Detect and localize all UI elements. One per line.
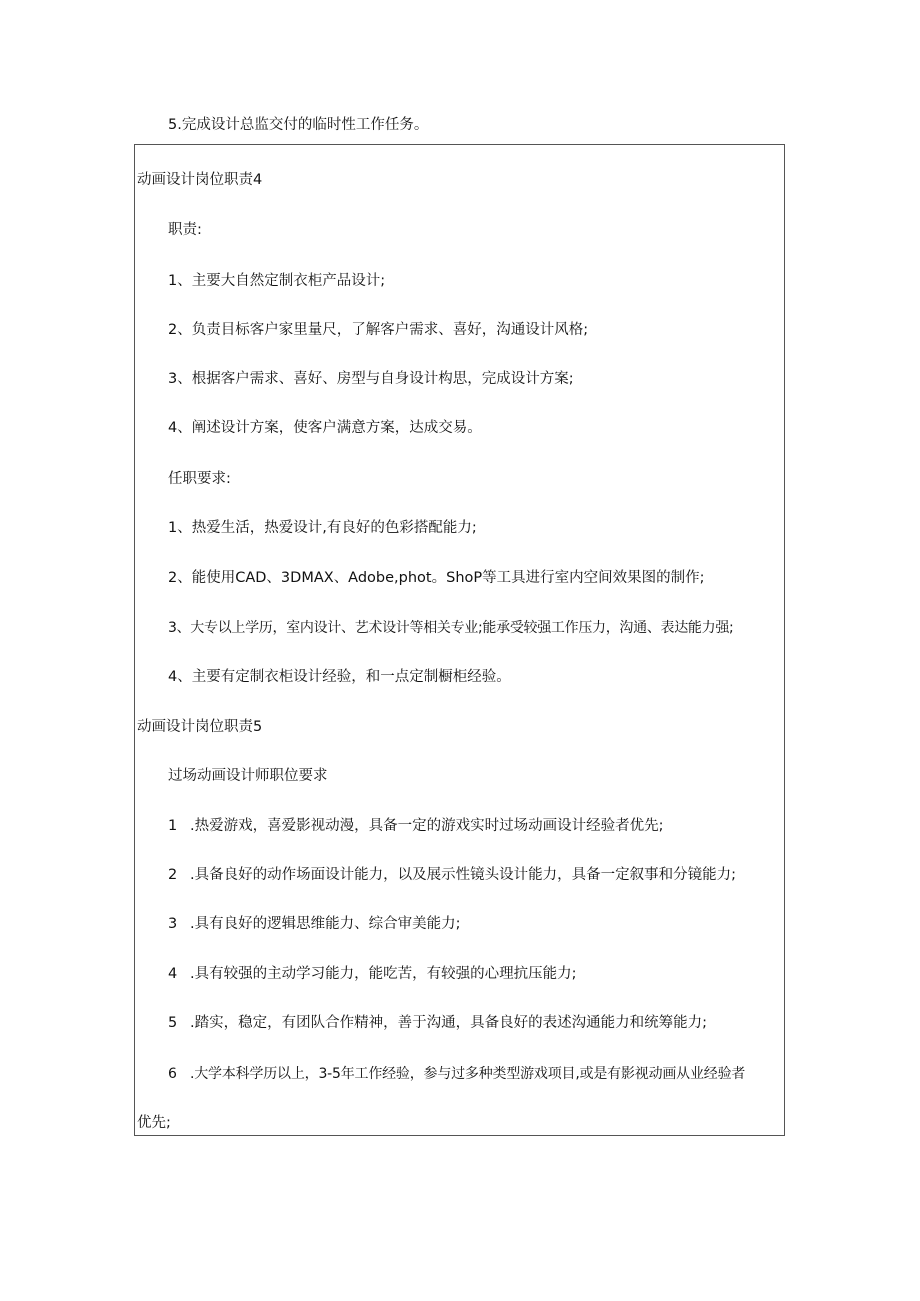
list-item-text: .具有良好的逻辑思维能力、综合审美能力;	[190, 916, 461, 932]
list-item	[168, 1064, 745, 1084]
list-item-number: 2	[168, 867, 178, 883]
list-item-text: .热爱游戏，喜爱影视动漫，具备一定的游戏实时过场动画设计经验者优先;	[190, 818, 664, 834]
requirement-item-1: 1、热爱生活，热爱设计,有良好的色彩搭配能力;	[168, 520, 477, 536]
top-line: 5.完成设计总监交付的临时性工作任务。	[168, 117, 429, 133]
list-item-number: 4	[168, 966, 178, 982]
requirement-item-4: 4、主要有定制衣柜设计经验，和一点定制橱柜经验。	[168, 669, 511, 685]
list-item-number: 3	[168, 916, 178, 932]
list-item-text: .大学本科学历以上，3-5年工作经验，参与过多种类型游戏项目,或是有影视动画从业经验者	[190, 1066, 746, 1082]
list-item	[168, 865, 736, 885]
list-item-number: 1	[168, 818, 178, 834]
content-table	[134, 144, 785, 1136]
list-item-number: 6	[168, 1066, 177, 1082]
duty-item-4: 4、阐述设计方案，使客户满意方案，达成交易。	[168, 420, 482, 436]
section5-subheading: 过场动画设计师职位要求	[168, 768, 328, 784]
list-item	[168, 964, 577, 984]
requirement-item-2: 2、能使用CAD、3DMAX、Adobe,phot。ShoP等工具进行室内空间效果图的制作;	[168, 570, 705, 586]
list-item-number: 5	[168, 1015, 178, 1031]
requirement-item-3: 3、大专以上学历，室内设计、艺术设计等相关专业;能承受较强工作压力，沟通、表达能力强;	[168, 620, 734, 636]
list-item-text: .具有较强的主动学习能力，能吃苦，有较强的心理抗压能力;	[190, 966, 577, 982]
list-item-text: .踏实，稳定，有团队合作精神，善于沟通，具备良好的表述沟通能力和统筹能力;	[190, 1015, 707, 1031]
duty-item-3: 3、根据客户需求、喜好、房型与自身设计构思，完成设计方案;	[168, 371, 574, 387]
list-item-text: .具备良好的动作场面设计能力，以及展示性镜头设计能力，具备一定叙事和分镜能力;	[190, 867, 736, 883]
section4-title: 动画设计岗位职责4	[137, 172, 263, 188]
section5-title: 动画设计岗位职责5	[137, 719, 263, 735]
duty-item-1: 1、主要大自然定制衣柜产品设计;	[168, 273, 386, 289]
duties-heading: 职责:	[168, 222, 202, 238]
list-item	[168, 914, 461, 934]
list-item	[168, 816, 664, 836]
requirements-heading: 任职要求:	[168, 471, 231, 487]
list-item	[168, 1013, 707, 1033]
list-item-continuation: 优先;	[137, 1115, 171, 1131]
duty-item-2: 2、负责目标客户家里量尺，了解客户需求、喜好，沟通设计风格;	[168, 322, 589, 338]
